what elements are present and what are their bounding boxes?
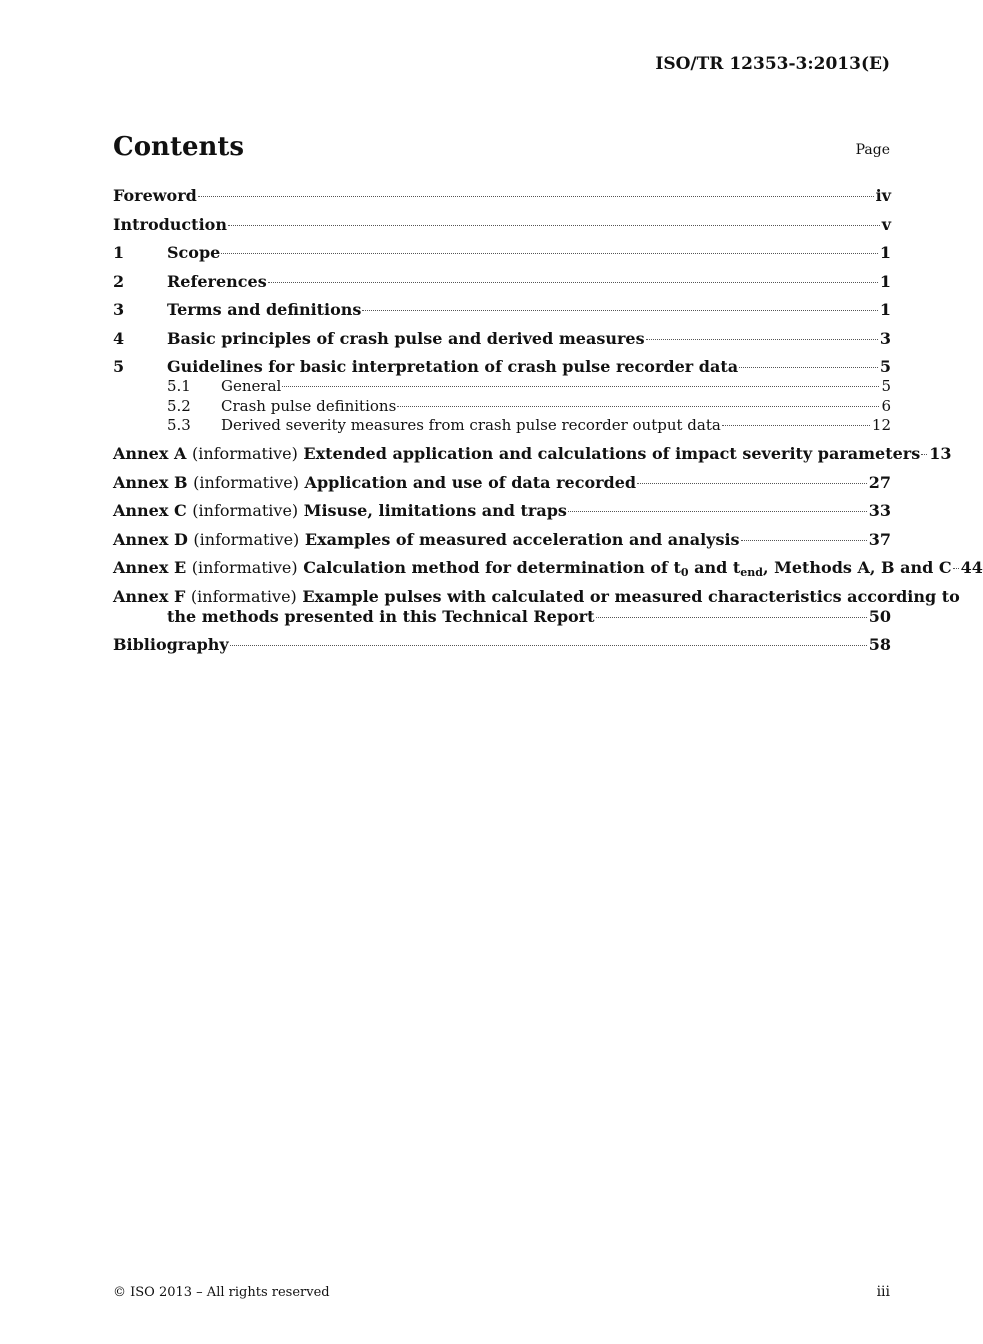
toc-entry-page: 1 <box>879 243 891 262</box>
annex-kind: (informative) <box>191 444 298 463</box>
subscript-end: end <box>740 566 763 579</box>
toc-entry-page: iv <box>875 186 891 205</box>
toc-entry-title: Basic principles of crash pulse and derived measures <box>167 328 645 348</box>
annex-title: Examples of measured acceleration and analysis <box>304 529 740 549</box>
toc-entry-title: Scope <box>167 243 221 262</box>
toc-entry-page: 3 <box>879 328 891 348</box>
dot-leader <box>198 196 874 197</box>
toc-entry-title <box>113 558 952 578</box>
toc-entry-page: 33 <box>868 501 891 520</box>
annex-title: Application and use of data recorded <box>304 472 637 492</box>
toc-entry-title: Foreword <box>113 186 197 205</box>
toc-entry-page: v <box>881 214 891 234</box>
annex-label: Annex F <box>113 586 186 606</box>
annex-kind: (informative) <box>190 586 297 606</box>
toc-entry-scope[interactable] <box>113 243 891 263</box>
annex-label: Annex C <box>113 501 187 520</box>
toc-entry-annex-c[interactable] <box>113 501 891 521</box>
dot-leader <box>230 645 867 646</box>
toc-entry-number: 5.2 <box>167 396 191 415</box>
annex-kind: (informative) <box>193 529 300 549</box>
annex-kind: (informative) <box>193 472 299 492</box>
toc-entry-crash-pulse-definitions[interactable] <box>113 397 891 417</box>
toc-entry-title: Crash pulse definitions <box>221 396 397 415</box>
toc-entry-page: 44 <box>960 558 983 577</box>
annex-label: Annex B <box>113 472 188 492</box>
document-reference: ISO/TR 12353-3:2013(E) <box>655 54 890 74</box>
toc-entry-number: 5.3 <box>167 416 191 434</box>
toc-entry-annex-b[interactable] <box>113 473 891 493</box>
toc-entry-basic-principles[interactable] <box>113 329 891 349</box>
contents-title: Contents <box>113 132 245 162</box>
toc-entry-title: Derived severity measures from crash pulse recorder output data <box>221 416 721 434</box>
annex-title: Extended application and calculations of impact severity parameters <box>303 444 921 463</box>
toc-entry-annex-f[interactable] <box>113 586 960 627</box>
toc-entry-references[interactable] <box>113 272 891 292</box>
toc-entry-title: References <box>167 271 267 291</box>
toc-entry-page: 5 <box>879 357 891 376</box>
dot-leader <box>221 253 878 254</box>
toc-entry-number: 3 <box>113 300 125 319</box>
dot-leader <box>646 339 878 340</box>
toc-entry-page: 12 <box>871 416 891 434</box>
dot-leader <box>268 282 878 283</box>
toc-entry-title: Guidelines for basic interpretation of crash pulse recorder data <box>167 357 739 376</box>
toc-entry-title <box>113 587 960 607</box>
toc-entry-title: Terms and definitions <box>167 300 362 319</box>
toc-entry-page: 13 <box>929 444 952 463</box>
dot-leader <box>596 617 867 618</box>
annex-label: Annex A <box>113 444 187 463</box>
dot-leader <box>362 310 877 311</box>
toc-entry-page: 27 <box>868 472 891 492</box>
toc-entry-title: Bibliography <box>113 635 229 654</box>
dot-leader <box>228 225 880 226</box>
copyright-notice: © ISO 2013 – All rights reserved <box>113 1285 330 1300</box>
dot-leader <box>637 483 867 484</box>
toc-entry-foreword[interactable] <box>113 186 891 206</box>
toc-entry-title <box>113 501 567 521</box>
annex-label: Annex D <box>113 529 188 549</box>
annex-title: Misuse, limitations and traps <box>303 501 567 520</box>
annex-title-line1: Example pulses with calculated or measured characteristics according to <box>302 586 960 606</box>
toc-entry-page: 5 <box>881 377 891 395</box>
annex-title <box>303 558 951 577</box>
toc-entry-annex-d[interactable] <box>113 530 891 550</box>
toc-entry-number: 2 <box>113 271 125 291</box>
toc-entry-title <box>113 473 636 493</box>
dot-leader <box>568 511 867 512</box>
toc-entry-page: 50 <box>868 606 891 626</box>
toc-entry-annex-a[interactable] <box>113 444 952 464</box>
toc-entry-guidelines[interactable] <box>113 357 891 377</box>
dot-leader <box>953 568 959 569</box>
toc-entry-bibliography[interactable] <box>113 635 891 655</box>
table-of-contents <box>113 186 983 655</box>
annex-kind: (informative) <box>192 501 299 520</box>
toc-entry-page: 1 <box>879 271 891 291</box>
toc-entry-number: 1 <box>113 243 125 262</box>
dot-leader <box>741 540 867 541</box>
page-number: iii <box>876 1284 890 1300</box>
toc-entry-derived-severity[interactable] <box>113 416 891 436</box>
dot-leader <box>722 425 870 426</box>
toc-entry-title <box>113 530 740 550</box>
toc-entry-page: 6 <box>881 396 891 415</box>
dot-leader <box>739 367 878 368</box>
toc-entry-terms[interactable] <box>113 300 891 320</box>
toc-entry-title <box>113 444 920 464</box>
toc-entry-number: 4 <box>113 328 125 348</box>
dot-leader <box>282 386 879 387</box>
dot-leader <box>921 454 927 455</box>
annex-kind: (informative) <box>191 558 298 577</box>
annex-label: Annex E <box>113 558 187 577</box>
toc-entry-number: 5 <box>113 357 125 376</box>
subscript-zero: 0 <box>680 566 689 579</box>
toc-entry-title: General <box>221 377 282 395</box>
toc-entry-introduction[interactable] <box>113 215 891 235</box>
annex-title-part: and t <box>688 558 741 577</box>
annex-title-part: , Methods A, B and C <box>762 558 952 577</box>
toc-entry-number: 5.1 <box>167 377 191 395</box>
annex-title-part: Calculation method for determination of t <box>303 558 681 577</box>
toc-entry-page: 37 <box>868 529 891 549</box>
toc-entry-page: 58 <box>868 635 891 654</box>
annex-title-line2: the methods presented in this Technical Report <box>167 606 595 626</box>
page-column-label: Page <box>855 142 890 158</box>
toc-entry-page: 1 <box>879 300 891 319</box>
toc-entry-annex-e[interactable] <box>113 558 983 579</box>
toc-entry-general[interactable] <box>113 377 891 397</box>
toc-entry-title: Introduction <box>113 214 227 234</box>
dot-leader <box>397 406 879 407</box>
